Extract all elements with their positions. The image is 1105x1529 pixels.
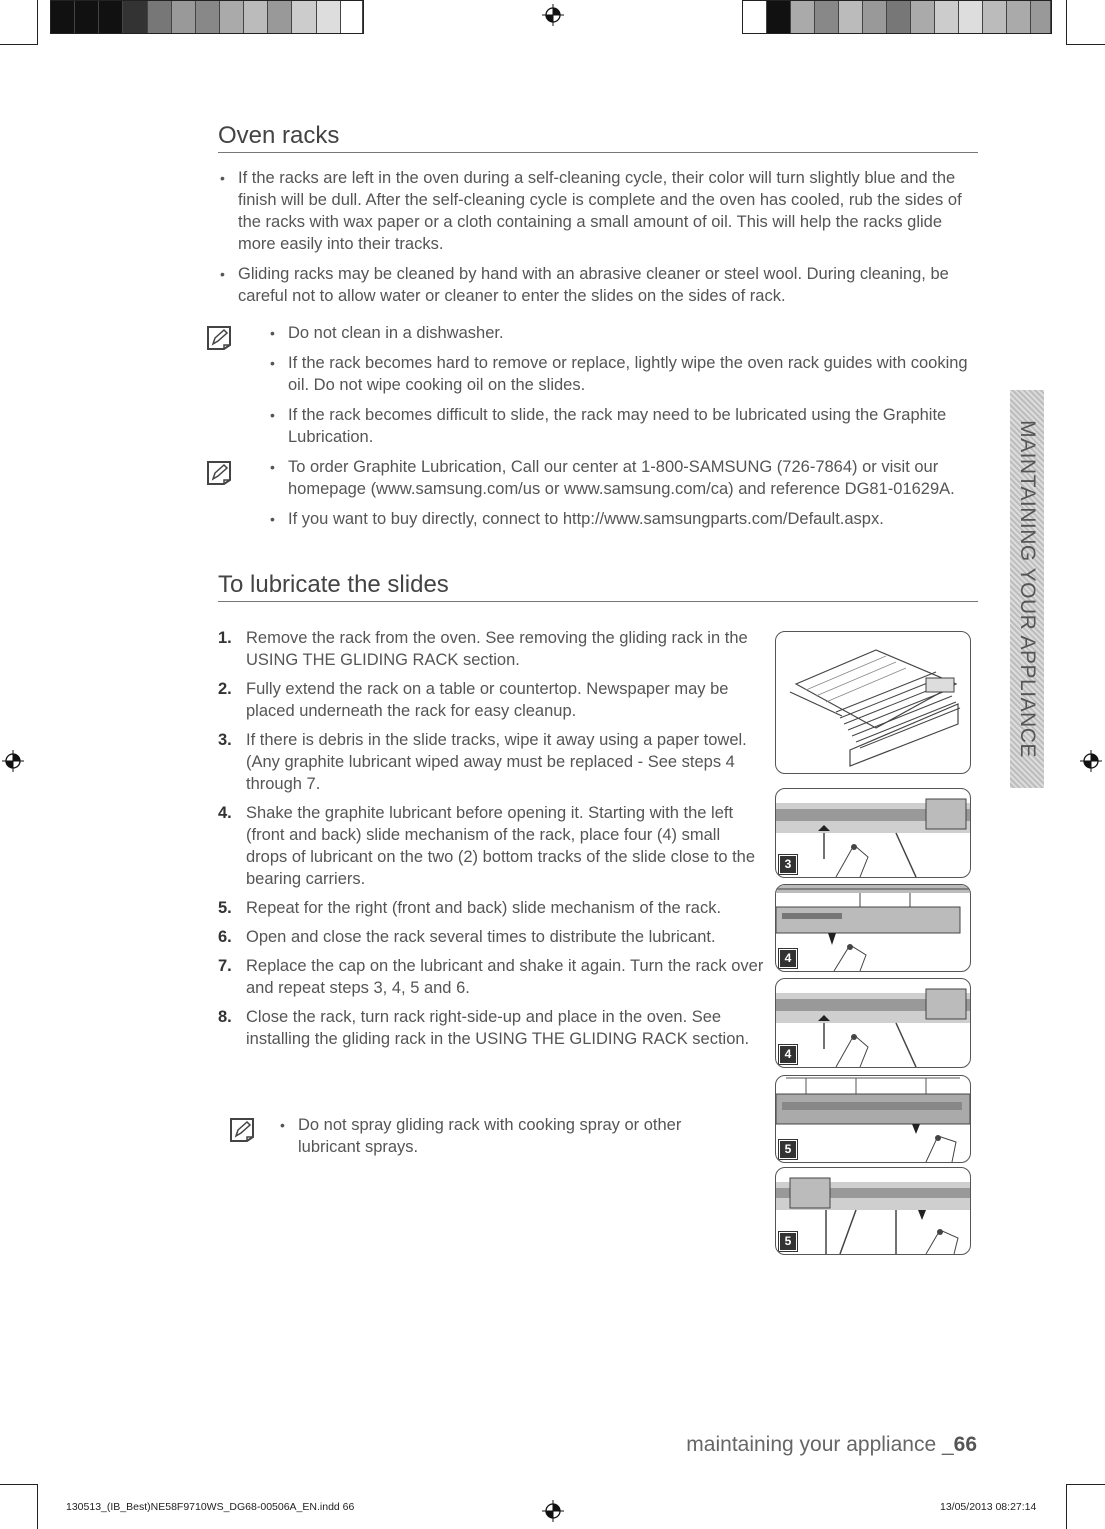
registration-mark-left-icon bbox=[2, 750, 24, 772]
crop-mark bbox=[1066, 44, 1105, 45]
step-badge: 5 bbox=[779, 1140, 797, 1159]
note-icon bbox=[205, 460, 233, 486]
slide-lubrication-figure-3 bbox=[775, 788, 971, 878]
rack-illustration-extended bbox=[775, 631, 971, 774]
list-item: • If the rack becomes difficult to slide, the rack may need to be lubricated using the Graphite Lubrication. bbox=[268, 404, 980, 448]
list-item bbox=[218, 955, 764, 999]
chapter-side-tab-label: MAINTAINING YOUR APPLIANCE bbox=[1016, 420, 1039, 758]
registration-mark-bottom-icon bbox=[542, 1500, 564, 1522]
list-item: • If the racks are left in the oven during a self-cleaning cycle, their color will turn slightly blue and the finish will be dull. After the self-cleaning cycle is complete and the oven has cooled, rub the sides of the racks with wax paper or a cloth containing a small amount of oil. This will help the racks glide more easily into their tracks. bbox=[218, 167, 980, 255]
crop-mark bbox=[1066, 1484, 1105, 1485]
note-list-2 bbox=[268, 456, 980, 538]
note-icon bbox=[228, 1117, 256, 1143]
list-item: • Gliding racks may be cleaned by hand with an abrasive cleaner or steel wool. During cleaning, be careful not to allow water or cleaner to enter the slides on the sides of rack. bbox=[218, 263, 980, 307]
crop-mark bbox=[37, 1484, 38, 1529]
step-badge: 5 bbox=[779, 1232, 797, 1251]
oven-racks-bullets bbox=[218, 167, 980, 315]
step-text: Close the rack, turn rack right-side-up and place in the oven. See installing the gliding rack in the USING THE GLIDING RACK section. bbox=[246, 1008, 750, 1048]
step-number: 5. bbox=[218, 899, 232, 917]
crop-mark bbox=[1066, 0, 1067, 44]
step-text: Remove the rack from the oven. See removing the gliding rack in the USING THE GLIDING RACK section. bbox=[246, 629, 748, 669]
crop-mark bbox=[1066, 1484, 1067, 1529]
color-bar-left bbox=[50, 0, 364, 34]
note-list-1 bbox=[268, 322, 980, 456]
list-item bbox=[218, 802, 764, 890]
note-icon bbox=[205, 325, 233, 351]
color-bar-right bbox=[742, 0, 1052, 34]
step-number: 3. bbox=[218, 731, 232, 749]
page-number: 66 bbox=[953, 1433, 977, 1456]
step-number: 6. bbox=[218, 928, 232, 946]
step-number: 2. bbox=[218, 680, 232, 698]
step-text: Shake the graphite lubricant before opening it. Starting with the left (front and back) slide mechanism of the rack, place four (4) small drops of lubricant on the two (2) bottom tracks of the slide close to the bearing carriers. bbox=[246, 804, 756, 888]
step-text: Fully extend the rack on a table or countertop. Newspaper may be placed underneath the rack for easy cleanup. bbox=[246, 680, 729, 720]
crop-mark bbox=[0, 1484, 38, 1485]
list-item: • If the rack becomes hard to remove or replace, lightly wipe the oven rack guides with cooking oil. Do not wipe cooking oil on the slides. bbox=[268, 352, 980, 396]
print-slug-date: 13/05/2013 08:27:14 bbox=[940, 1501, 1037, 1513]
step-badge: 4 bbox=[779, 949, 797, 968]
registration-mark-top-icon bbox=[542, 4, 564, 26]
list-item: • To order Graphite Lubrication, Call our center at 1-800-SAMSUNG (726-7864) or visit our homepage (www.samsung.com/us or www.samsung.com/ca) and reference DG81-01629A. bbox=[268, 456, 980, 500]
step-number: 1. bbox=[218, 629, 232, 647]
list-item bbox=[218, 627, 764, 671]
chapter-side-tab bbox=[1010, 390, 1044, 788]
list-item bbox=[218, 678, 764, 722]
slide-lubrication-figure-5b bbox=[775, 1167, 971, 1255]
slide-lubrication-figure-4b bbox=[775, 978, 971, 1068]
list-item: • If you want to buy directly, connect to http://www.samsungparts.com/Default.aspx. bbox=[268, 508, 980, 530]
section-title-lubricate: To lubricate the slides bbox=[218, 571, 978, 602]
print-slug-file: 130513_(IB_Best)NE58F9710WS_DG68-00506A_EN.indd 66 bbox=[66, 1501, 355, 1513]
lubricate-steps bbox=[218, 627, 764, 1057]
step-text: If there is debris in the slide tracks, wipe it away using a paper towel.(Any graphite lubricant wiped away must be replaced - See steps 4 through 7. bbox=[246, 731, 747, 793]
list-item bbox=[218, 897, 764, 919]
step-text: Open and close the rack several times to distribute the lubricant. bbox=[246, 928, 716, 946]
step-number: 4. bbox=[218, 804, 232, 822]
list-item bbox=[218, 729, 764, 795]
list-item: • Do not clean in a dishwasher. bbox=[268, 322, 980, 344]
list-item bbox=[218, 926, 764, 948]
step-badge: 3 bbox=[779, 855, 797, 874]
note-list-3 bbox=[278, 1114, 718, 1166]
crop-mark bbox=[0, 44, 38, 45]
step-text: Repeat for the right (front and back) slide mechanism of the rack. bbox=[246, 899, 722, 917]
step-text: Replace the cap on the lubricant and shake it again. Turn the rack over and repeat steps 3, 4, 5 and 6. bbox=[246, 957, 764, 997]
list-item: • Do not spray gliding rack with cooking spray or other lubricant sprays. bbox=[278, 1114, 718, 1158]
page-footer bbox=[686, 1433, 977, 1457]
footer-label: maintaining your appliance _ bbox=[686, 1433, 954, 1456]
step-badge: 4 bbox=[779, 1045, 797, 1064]
crop-mark bbox=[37, 0, 38, 44]
list-item bbox=[218, 1006, 764, 1050]
step-number: 7. bbox=[218, 957, 232, 975]
slide-lubrication-figure-5a bbox=[775, 1075, 971, 1163]
section-title-oven-racks: Oven racks bbox=[218, 122, 978, 153]
registration-mark-right-icon bbox=[1080, 750, 1102, 772]
step-number: 8. bbox=[218, 1008, 232, 1026]
slide-lubrication-figure-4a bbox=[775, 884, 971, 972]
